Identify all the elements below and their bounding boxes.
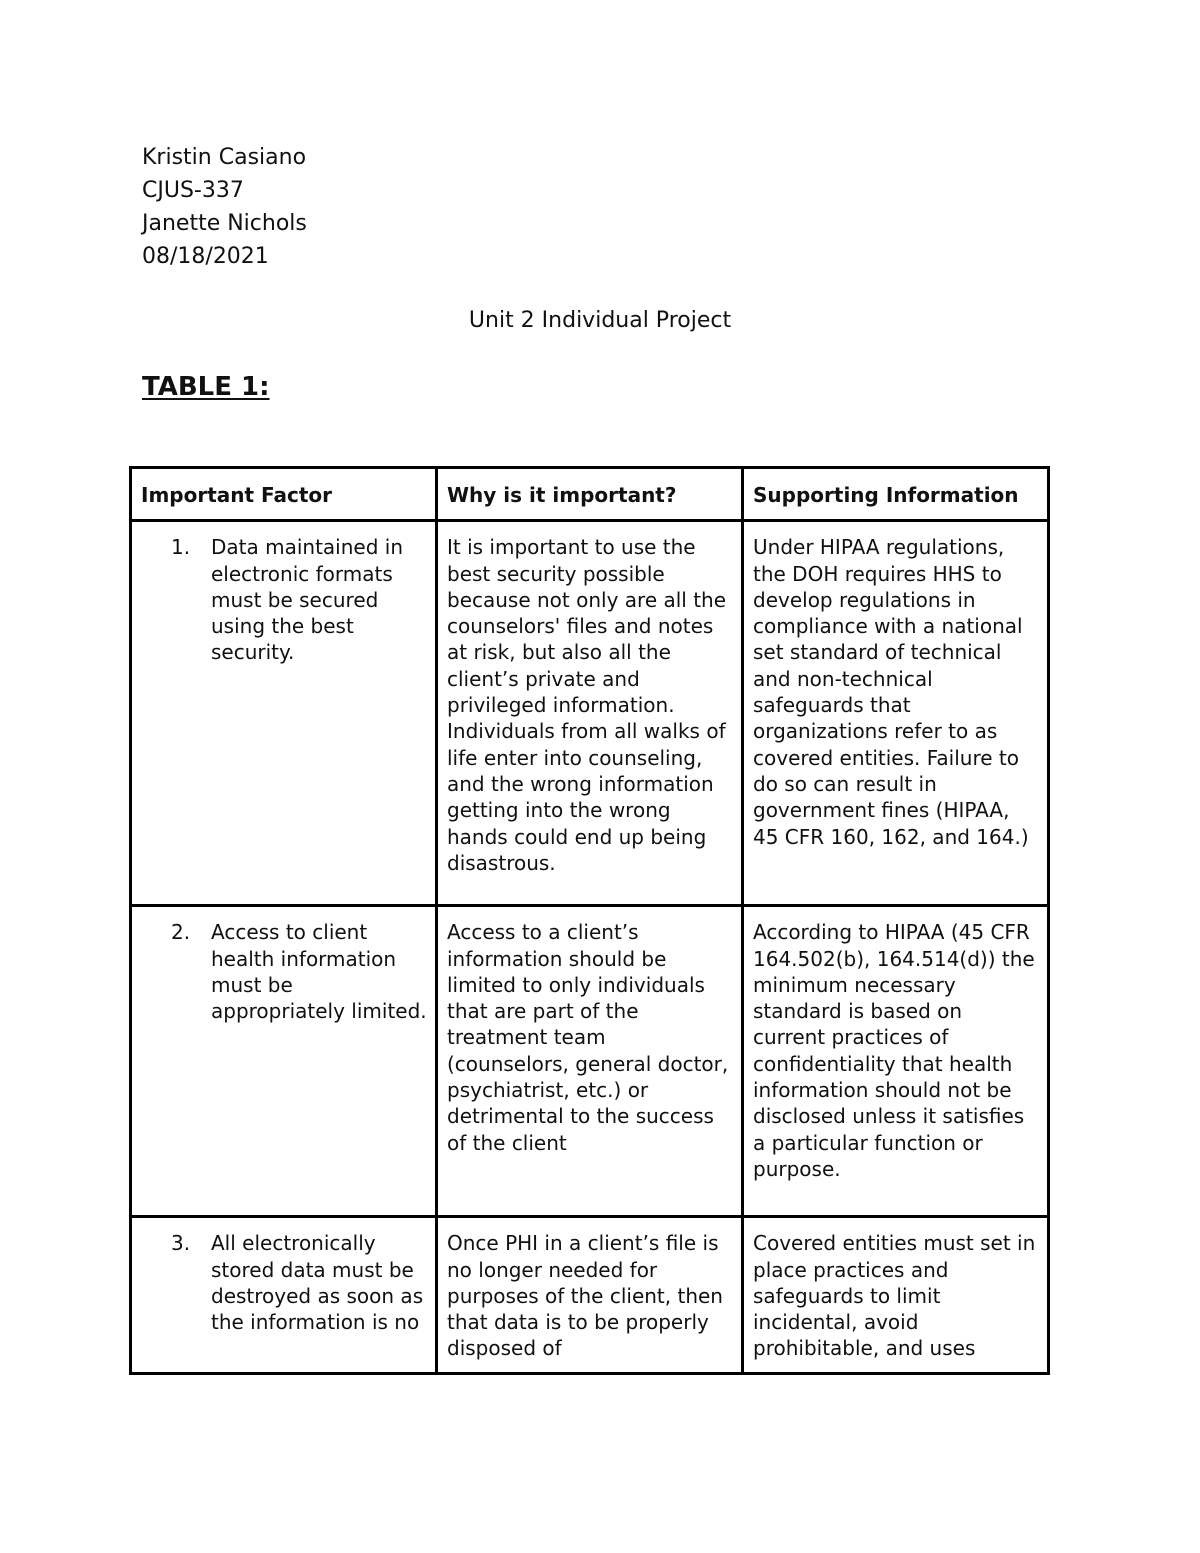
factor-list-item <box>141 919 427 1024</box>
support-text: Covered entities must set in place practices and safeguards to limit incidental, avoid prohibitable, and uses <box>753 1231 1036 1361</box>
factor-number: 3. <box>171 1231 191 1256</box>
factor-number: 2. <box>171 920 191 945</box>
factor-cell <box>131 521 437 906</box>
factor-text: All electronically stored data must be destroyed as soon as the information is no <box>211 1231 424 1335</box>
table-heading: TABLE 1: <box>142 372 270 402</box>
column-header-supporting-information: Supporting Information <box>743 468 1049 521</box>
table-row <box>131 906 1049 1217</box>
course-code: CJUS-337 <box>142 178 244 203</box>
column-header-important-factor: Important Factor <box>131 468 437 521</box>
why-cell: It is important to use the best security possible because not only are all the counselors' files and notes at risk, but also all the client’s private and privileged information. Individuals from all walks of life enter into counseling, and the wrong information getting into the wrong hands could end up being disastrous. <box>437 521 743 906</box>
table-header-row <box>131 468 1049 521</box>
instructor-name: Janette Nichols <box>142 211 307 236</box>
why-cell: Access to a client’s information should be limited to only individuals that are part of the treatment team (counselors, general doctor, psychiatrist, etc.) or detrimental to the success of the client <box>437 906 743 1217</box>
column-header-why-important: Why is it important? <box>437 468 743 521</box>
support-cell: According to HIPAA (45 CFR 164.502(b), 164.514(d)) the minimum necessary standard is based on current practices of confidentiality that health information should not be disclosed unless it satisfies a particular function or purpose. <box>743 906 1049 1217</box>
document-header <box>142 141 307 273</box>
document-date: 08/18/2021 <box>142 244 269 269</box>
author-name: Kristin Casiano <box>142 145 307 170</box>
why-cell <box>437 1217 743 1373</box>
factor-number: 1. <box>171 535 191 560</box>
table-row <box>131 1217 1049 1373</box>
table-row <box>131 521 1049 906</box>
factor-list-item <box>141 1230 427 1335</box>
factor-cell <box>131 1217 437 1373</box>
factor-list-item <box>141 534 427 665</box>
factor-text: Data maintained in electronic formats must be secured using the best security. <box>211 535 404 665</box>
factor-cell <box>131 906 437 1217</box>
why-text: Once PHI in a client’s file is no longer needed for purposes of the client, then that data is to be properly disposed of <box>447 1231 723 1361</box>
page-title: Unit 2 Individual Project <box>468 308 732 333</box>
factor-table <box>129 466 1050 1375</box>
support-cell <box>743 1217 1049 1373</box>
factor-text: Access to client health information must be appropriately limited. <box>211 920 427 1024</box>
support-cell: Under HIPAA regulations, the DOH requires HHS to develop regulations in compliance with a national set standard of technical and non-technical safeguards that organizations refer to as covered entities. Failure to do so can result in government fines (HIPAA, 45 CFR 160, 162, and 164.) <box>743 521 1049 906</box>
